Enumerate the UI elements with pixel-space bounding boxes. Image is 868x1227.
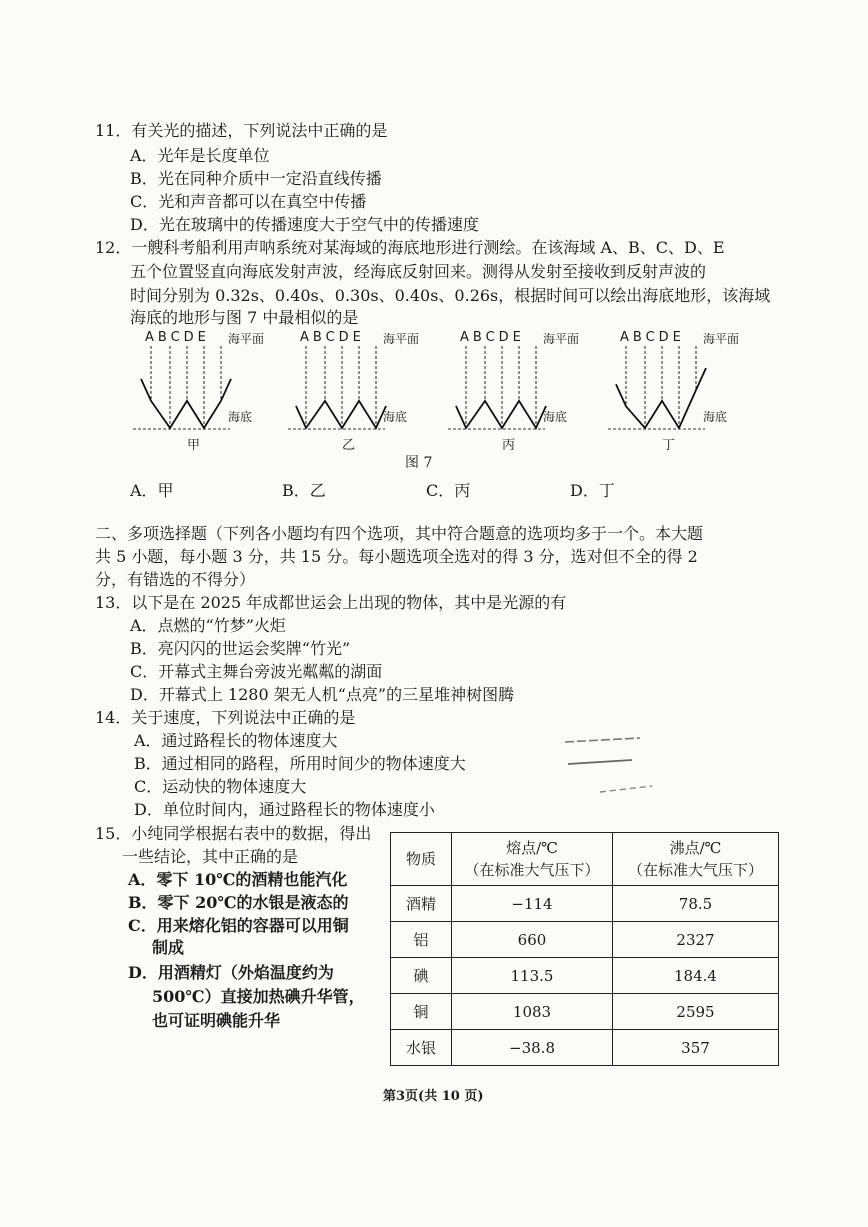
section2-line-2: 共 5 小题，每小题 3 分，共 15 分。每小题选项全选对的得 3 分，选对但不全的得 2 (95, 547, 698, 566)
sea-level-label: 海平面 (543, 332, 580, 346)
q13-option-d: D．开幕式上 1280 架无人机“点亮”的三星堆神树图腾 (130, 685, 515, 704)
substance-table (390, 832, 779, 1066)
sea-level-label: 海平面 (383, 332, 420, 346)
cell-substance: 酒精 (391, 886, 452, 922)
q13-option-a: A．点燃的“竹梦”火炬 (130, 616, 286, 635)
q12-line-2: 五个位置竖直向海底发射声波，经海底反射回来。测得从发射至接收到反射声波的 (130, 262, 707, 281)
seabed-profile (456, 401, 546, 428)
header-boiling-point (613, 833, 779, 886)
q12-line-4: 海底的地形与图 7 中最相似的是 (130, 308, 359, 327)
q13-option-c: C．开幕式主舞台旁波光粼粼的湖面 (130, 662, 383, 681)
cell-boiling: 357 (613, 1030, 779, 1066)
position-letters: ABCDE (145, 330, 210, 345)
cell-melting: 660 (452, 922, 613, 958)
sea-level-label: 海平面 (228, 332, 265, 346)
header-boiling-note: （在标准大气压下） (627, 861, 763, 879)
q12-choice-c: C．丙 (426, 481, 471, 500)
panel-label: 甲 (187, 438, 201, 453)
q12-line-1: 12．一艘科考船利用声呐系统对某海域的海底地形进行测绘。在该海域 A、B、C、D、E (95, 238, 725, 257)
q12-choice-b: B．乙 (282, 481, 326, 500)
section2-line-3: 分，有错选的不得分） (95, 570, 256, 589)
header-melting-point (452, 833, 613, 886)
table-row (391, 922, 779, 958)
cell-melting: −114 (452, 886, 613, 922)
cell-substance: 碘 (391, 958, 452, 994)
q13-stem: 13．以下是在 2025 年成都世运会上出现的物体，其中是光源的有 (95, 593, 567, 612)
panel-label: 丁 (662, 438, 676, 453)
cell-boiling: 2595 (613, 994, 779, 1030)
q14-option-a: A．通过路程长的物体速度大 (134, 731, 338, 750)
cell-melting: 113.5 (452, 958, 613, 994)
pencil-stroke (565, 738, 640, 742)
header-substance: 物质 (391, 833, 452, 886)
page-footer: 第3页(共 10 页) (383, 1089, 484, 1104)
panel-label: 丙 (502, 438, 516, 453)
q15-option-d-line-1: D．用酒精灯（外焰温度约为 (128, 963, 334, 982)
q11-option-c: C．光和声音都可以在真空中传播 (130, 192, 367, 211)
q11-option-b: B．光在同种介质中一定沿直线传播 (130, 169, 382, 188)
position-letters: ABCDE (460, 330, 525, 345)
panel-label: 乙 (342, 438, 356, 453)
figure-panel (440, 328, 585, 456)
cell-melting: −38.8 (452, 1030, 613, 1066)
q12-line-3: 时间分别为 0.32s、0.40s、0.30s、0.40s、0.26s，根据时间可以绘出海底地形，该海域 (130, 286, 771, 305)
q11-option-d: D．光在玻璃中的传播速度大于空气中的传播速度 (130, 215, 479, 234)
seabed-profile (141, 379, 231, 428)
table-row (391, 958, 779, 994)
figure-panel (125, 328, 270, 456)
q14-option-b: B．通过相同的路程，所用时间少的物体速度大 (134, 754, 466, 773)
pencil-stroke (568, 760, 632, 764)
q14-stem: 14．关于速度，下列说法中正确的是 (95, 708, 356, 727)
figure-panel (600, 328, 745, 456)
q14-option-c: C．运动快的物体速度大 (134, 777, 307, 796)
q15-option-c-line-1: C．用来熔化铝的容器可以用铜 (128, 916, 349, 935)
table-row (391, 994, 779, 1030)
q15-stem-line-2: 一些结论，其中正确的是 (122, 847, 299, 866)
q12-choice-a: A．甲 (130, 481, 174, 500)
q15-option-a: A．零下 10℃的酒精也能汽化 (128, 870, 348, 889)
q12-choice-d: D．丁 (570, 481, 615, 500)
pencil-stroke (600, 786, 652, 792)
section2-line-1: 二、多项选择题（下列各小题均有四个选项，其中符合题意的选项均多于一个。本大题 (95, 524, 704, 543)
q15-option-b: B．零下 20℃的水银是液态的 (128, 893, 349, 912)
seabed-label: 海底 (543, 410, 568, 424)
header-melting-title: 熔点/℃ (506, 839, 558, 857)
cell-substance: 水银 (391, 1030, 452, 1066)
position-letters: ABCDE (300, 330, 365, 345)
q13-option-b: B．亮闪闪的世运会奖牌“竹光” (130, 639, 351, 658)
table-row (391, 886, 779, 922)
table-header-row (391, 833, 779, 886)
q15-stem-line-1: 15．小纯同学根据右表中的数据，得出 (95, 824, 372, 843)
q11-stem: 11．有关光的描述，下列说法中正确的是 (95, 121, 388, 140)
q15-option-c-line-2: 制成 (152, 938, 185, 957)
header-boiling-title: 沸点/℃ (669, 839, 722, 857)
seabed-label: 海底 (703, 410, 728, 424)
figure-7 (125, 328, 745, 456)
cell-boiling: 184.4 (613, 958, 779, 994)
figure-caption: 图 7 (405, 455, 433, 471)
table-row (391, 1030, 779, 1066)
cell-substance: 铝 (391, 922, 452, 958)
seabed-profile (296, 401, 386, 428)
cell-boiling: 78.5 (613, 886, 779, 922)
q14-option-d: D．单位时间内，通过路程长的物体速度小 (134, 800, 435, 819)
seabed-label: 海底 (228, 410, 253, 424)
cell-melting: 1083 (452, 994, 613, 1030)
q15-option-d-line-2: 500℃）直接加热碘升华管， (152, 987, 365, 1006)
q15-option-d-line-3: 也可证明碘能升华 (152, 1011, 281, 1030)
cell-substance: 铜 (391, 994, 452, 1030)
figure-panel (280, 328, 425, 456)
position-letters: ABCDE (620, 330, 685, 345)
cell-boiling: 2327 (613, 922, 779, 958)
header-melting-note: （在标准大气压下） (464, 861, 600, 879)
seabed-label: 海底 (383, 410, 408, 424)
q11-option-a: A．光年是长度单位 (130, 146, 270, 165)
pencil-marks (560, 730, 670, 800)
sea-level-label: 海平面 (703, 332, 740, 346)
seabed-profile (616, 368, 706, 428)
